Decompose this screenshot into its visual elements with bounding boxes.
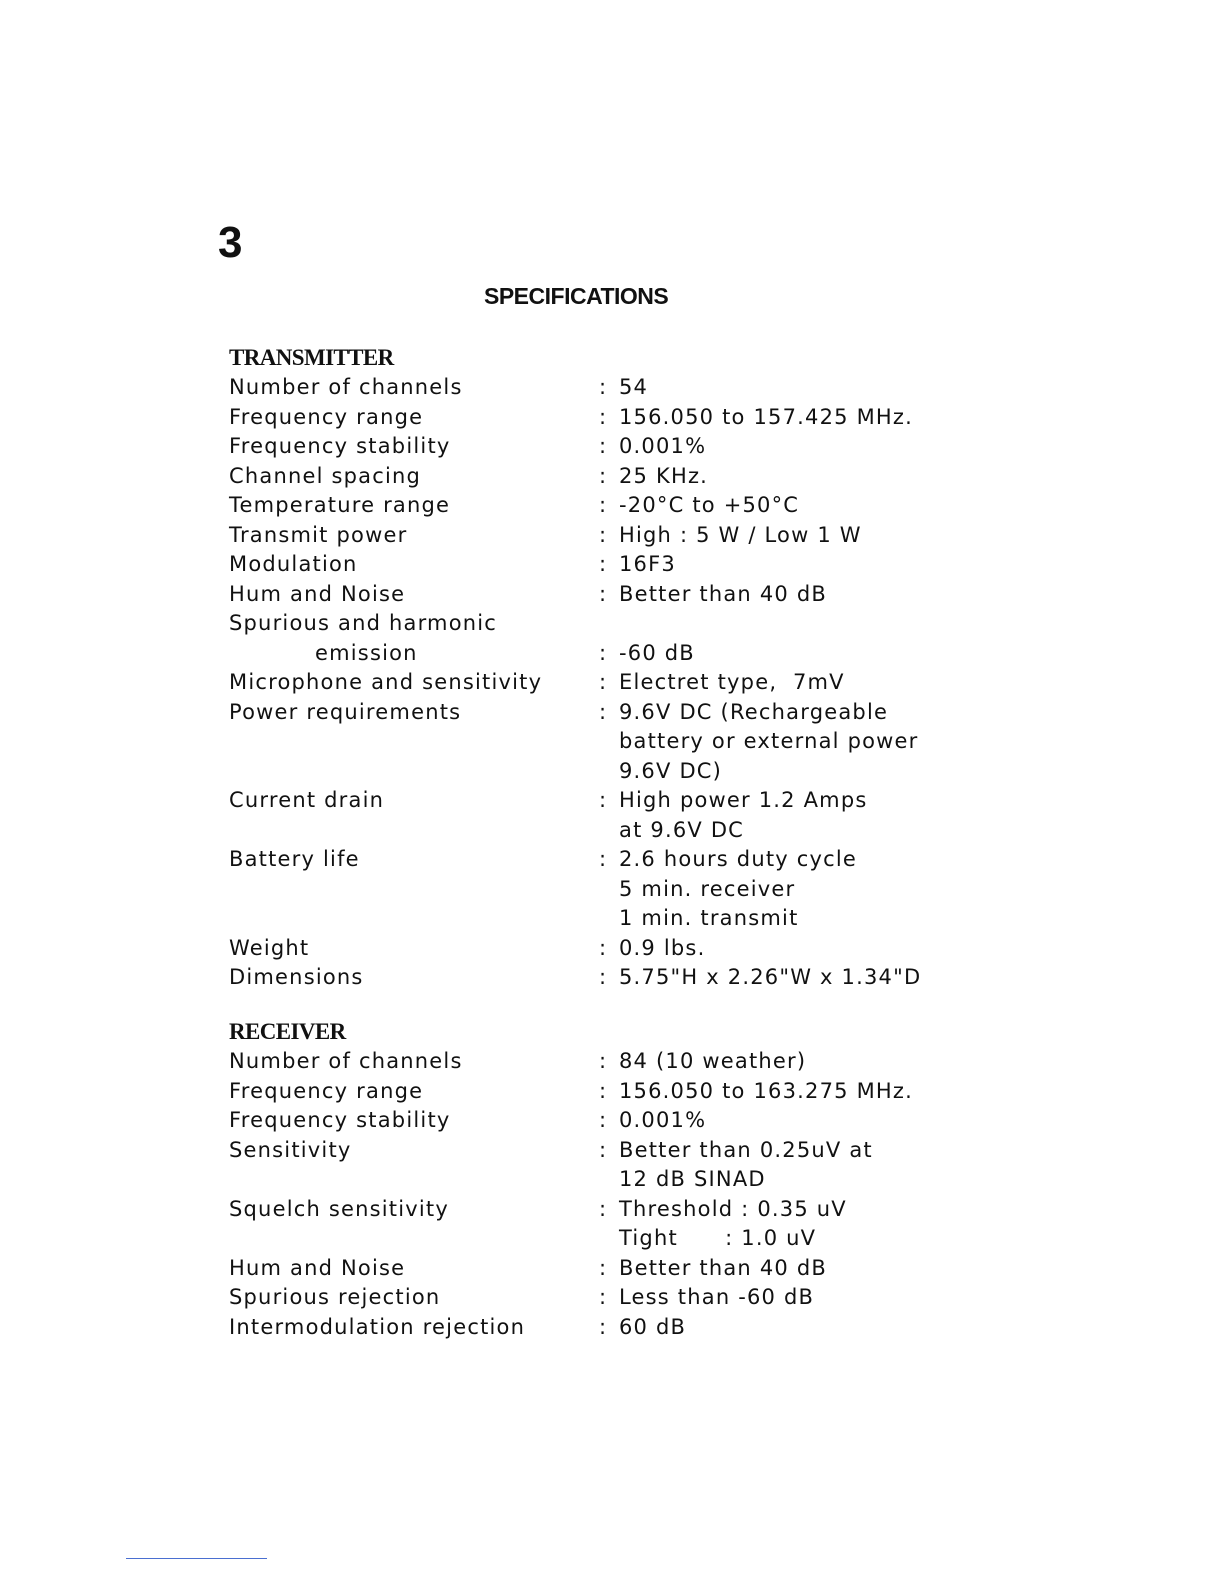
spec-value: 9.6V DC (Rechargeable: [619, 699, 889, 724]
spec-row: [229, 845, 1029, 875]
spec-continuation: [229, 904, 1029, 934]
spec-continuation: [229, 1165, 1029, 1195]
spec-label: [229, 727, 599, 757]
spec-label: Temperature range: [229, 493, 451, 517]
spec-row: [229, 1195, 1029, 1225]
spec-value: 156.050 to 157.425 MHz.: [619, 404, 913, 429]
spec-row: [229, 462, 1029, 492]
page-number: 3: [218, 218, 243, 267]
spec-label: Squelch sensitivity: [229, 1196, 449, 1221]
spec-label: Intermodulation rejection: [229, 1314, 526, 1339]
spec-value: at 9.6V DC: [619, 817, 745, 842]
colon: [599, 757, 619, 787]
colon: :: [599, 1285, 608, 1309]
spec-label: [229, 1165, 599, 1195]
spec-row: [229, 1136, 1029, 1166]
colon: :: [599, 1108, 608, 1132]
spec-label: Number of channels: [229, 375, 463, 399]
colon: :: [599, 375, 608, 399]
spec-value: Less than -60 dB: [619, 1285, 815, 1309]
spec-row: [229, 609, 1029, 639]
spec-continuation: [229, 727, 1029, 757]
spec-value: 25 KHz.: [619, 463, 709, 488]
spec-row: [229, 1313, 1029, 1343]
spec-value: battery or external power: [619, 729, 919, 753]
spec-row: [229, 521, 1029, 551]
spec-value: 5.75"H x 2.26"W x 1.34"D: [619, 965, 922, 989]
spec-value: 1 min. transmit: [619, 906, 799, 930]
spec-row: [229, 403, 1029, 433]
spec-label: Transmit power: [229, 522, 408, 547]
spec-row: [229, 786, 1029, 816]
colon: :: [599, 1078, 608, 1103]
spec-value: Threshold : 0.35 uV: [619, 1196, 847, 1221]
colon: :: [599, 1196, 608, 1221]
spec-row: [229, 432, 1029, 462]
colon: :: [599, 640, 608, 665]
spec-value: 16F3: [619, 552, 676, 576]
spec-row: [229, 934, 1029, 964]
spec-row: [229, 1254, 1029, 1284]
spec-value: Better than 40 dB: [619, 1255, 827, 1280]
spec-value: 0.001%: [619, 434, 707, 458]
spec-label: Microphone and sensitivity: [229, 670, 543, 694]
spec-row: [229, 963, 1029, 993]
spec-row: [229, 1047, 1029, 1077]
spec-value: 60 dB: [619, 1314, 687, 1339]
colon: :: [599, 1137, 608, 1162]
colon: :: [599, 847, 608, 871]
spec-label: Frequency stability: [229, 1108, 451, 1132]
spec-label: Dimensions: [229, 965, 364, 989]
footer-rule: [126, 1558, 267, 1559]
colon: :: [599, 670, 608, 694]
spec-row: [229, 491, 1029, 521]
spec-row: [229, 668, 1029, 698]
spec-row: [229, 698, 1029, 728]
spec-label: Hum and Noise: [229, 581, 406, 606]
spec-label: Modulation: [229, 552, 358, 576]
colon: :: [599, 552, 608, 576]
colon: [599, 904, 619, 934]
spec-value: Better than 40 dB: [619, 581, 827, 606]
spec-row: [229, 580, 1029, 610]
colon: :: [599, 404, 608, 429]
receiver-heading: RECEIVER: [229, 1019, 346, 1044]
spec-row: [229, 1077, 1029, 1107]
spec-row: [229, 373, 1029, 403]
spec-value: 0.9 lbs.: [619, 935, 706, 960]
colon: :: [599, 788, 608, 812]
spec-label: [229, 757, 599, 787]
colon: :: [599, 581, 608, 606]
transmitter-heading: TRANSMITTER: [229, 345, 394, 370]
spec-label: [229, 875, 599, 905]
spec-continuation: [229, 1224, 1029, 1254]
spec-label: Power requirements: [229, 699, 462, 724]
spec-label: Frequency range: [229, 1078, 424, 1103]
spec-label: [229, 1224, 599, 1254]
colon: :: [599, 1255, 608, 1280]
spec-value: 54: [619, 375, 649, 399]
colon: [599, 875, 619, 905]
transmitter-section: [229, 343, 1029, 993]
colon: [599, 816, 619, 846]
colon: [599, 1165, 619, 1195]
spec-label: Number of channels: [229, 1049, 463, 1073]
colon: :: [599, 434, 608, 458]
spec-value: -20°C to +50°C: [619, 493, 800, 517]
colon: :: [599, 965, 608, 989]
receiver-section: [229, 1017, 1029, 1342]
colon: :: [599, 699, 608, 724]
spec-value: High : 5 W / Low 1 W: [619, 522, 862, 547]
spec-label: Battery life: [229, 847, 360, 871]
spec-label: [229, 816, 599, 846]
colon: [599, 609, 619, 639]
spec-label: Channel spacing: [229, 463, 422, 488]
spec-row: [229, 550, 1029, 580]
spec-label: Current drain: [229, 788, 385, 812]
colon: :: [599, 493, 608, 517]
spec-value: 156.050 to 163.275 MHz.: [619, 1078, 913, 1103]
spec-value: 12 dB SINAD: [619, 1167, 766, 1191]
spec-value: -60 dB: [619, 640, 695, 665]
spec-value: 84 (10 weather): [619, 1049, 807, 1073]
spec-value: 9.6V DC): [619, 758, 723, 783]
colon: :: [599, 1049, 608, 1073]
spec-label: Weight: [229, 935, 310, 960]
page-title: SPECIFICATIONS: [484, 283, 669, 309]
spec-continuation: [229, 757, 1029, 787]
spec-label: Spurious and harmonic: [229, 611, 498, 635]
colon: :: [599, 935, 608, 960]
spec-value: 0.001%: [619, 1108, 707, 1132]
spec-label: [229, 904, 599, 934]
spec-value: Electret type, 7mV: [619, 670, 845, 694]
spec-continuation: [229, 875, 1029, 905]
colon: [599, 1224, 619, 1254]
spec-value: High power 1.2 Amps: [619, 788, 868, 812]
spec-label: Sensitivity: [229, 1137, 352, 1162]
spec-value: 5 min. receiver: [619, 876, 796, 901]
spec-value: 2.6 hours duty cycle: [619, 847, 858, 871]
spec-label: Frequency range: [229, 404, 424, 429]
spec-label: emission: [315, 640, 418, 665]
spec-value: Tight : 1.0 uV: [619, 1226, 817, 1250]
spec-row: [229, 639, 1029, 669]
colon: :: [599, 522, 608, 547]
spec-row: [229, 1106, 1029, 1136]
spec-row: [229, 1283, 1029, 1313]
colon: [599, 727, 619, 757]
spec-label: Spurious rejection: [229, 1285, 441, 1309]
colon: :: [599, 463, 608, 488]
spec-label: Frequency stability: [229, 434, 451, 458]
spec-label: Hum and Noise: [229, 1255, 406, 1280]
spec-continuation: [229, 816, 1029, 846]
spec-value: Better than 0.25uV at: [619, 1137, 873, 1162]
colon: :: [599, 1314, 608, 1339]
